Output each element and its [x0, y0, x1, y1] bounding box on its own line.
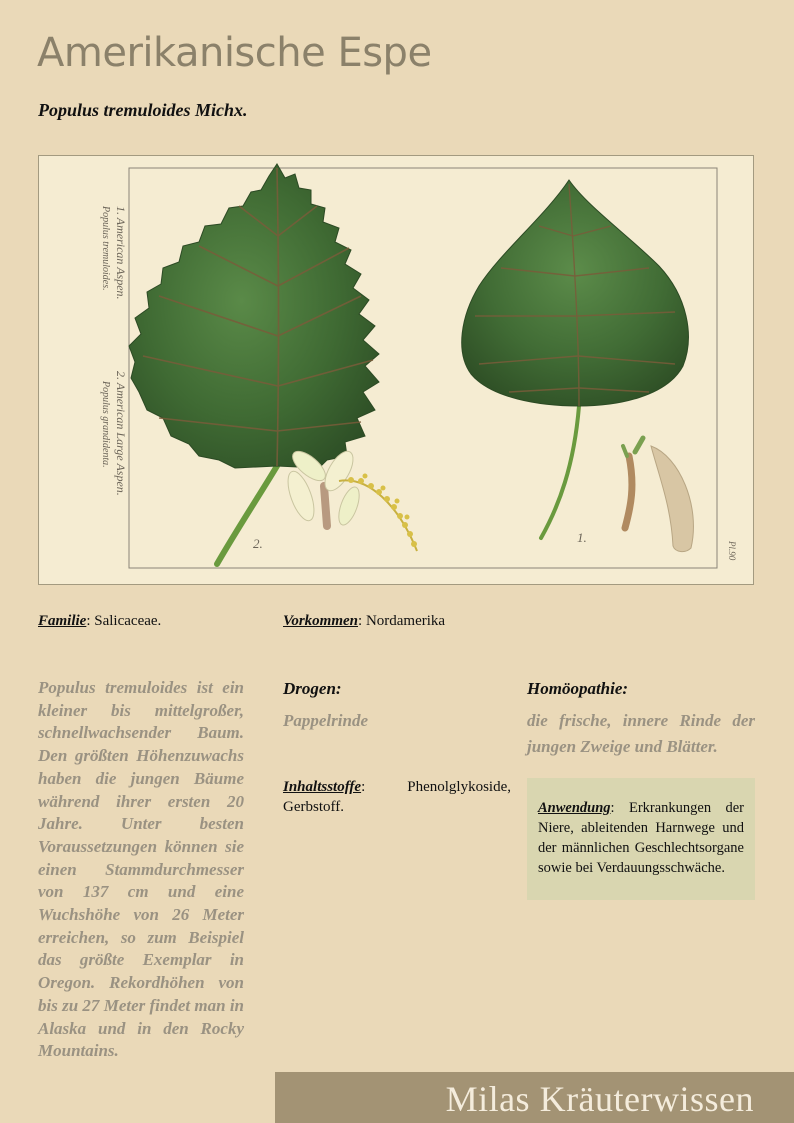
caption-1b: Populus tremuloides. [100, 206, 111, 291]
drogen-value: Pappelrinde [283, 711, 368, 730]
figure-label-2: 2. [253, 536, 263, 551]
aspen-leaves-drawing [39, 156, 754, 585]
description-text: Populus tremuloides ist ein kleiner bis mittelgroßer, schnellwachsender Baum. Den größten Höhenzuwachs haben die jungen Bäume während ihrer ersten 20 Jahre. Unter besten Voraussetzungen können sie einen Stammdurchmesser von 137 cm und eine Wuchshöhe von 26 Meter erreichen, so zum Beispiel das größte Exemplar in Oregon. Rekordhöhen von bis zu 27 Meter findet man in Alaska und in den Rocky Mountains. [38, 678, 244, 1061]
familie-field: Familie: Salicaceae. [38, 613, 162, 629]
vorkommen-field: Vorkommen: Nordamerika [283, 613, 446, 629]
inhaltsstoffe-value-1: Phenolglykoside, [407, 779, 511, 795]
inhaltsstoffe-value-2: Gerbstoff. [283, 799, 344, 815]
inhaltsstoffe-label: Inhaltsstoffe [283, 779, 362, 795]
plate-number: Pl.90 [727, 541, 737, 561]
caption-2b: Populus grandidenta. [100, 381, 111, 468]
homoeopathie-value: die frische, innere Rinde der jungen Zweige und Blätter. [527, 711, 755, 756]
vorkommen-value: Nordamerika [365, 613, 446, 629]
vorkommen-label: Vorkommen [283, 613, 359, 629]
drogen-heading: Drogen: [283, 679, 342, 698]
large-aspen-leaf [129, 164, 379, 468]
caption-1a: 1. American Aspen. [114, 206, 128, 300]
figure-label-1: 1. [577, 530, 587, 545]
familie-label: Familie [38, 613, 87, 629]
latin-name: Populus tremuloides Michx. [38, 100, 248, 120]
footer-bar [275, 1072, 794, 1123]
familie-value: Salicaceae. [94, 613, 162, 629]
anwendung-value: Erkrankungen der Niere, ableitenden Harnwege und der männlichen Geschlechtsorgane sowie bei Verdauungsschwäche. [538, 800, 745, 876]
caption-2a: 2. American Large Aspen. [114, 371, 128, 496]
anwendung-label: Anwendung [538, 800, 611, 816]
homoeopathie-heading: Homöopathie: [527, 679, 629, 698]
footer-brand: Milas Kräuterwissen [445, 1079, 754, 1119]
twig-with-catkin [623, 438, 693, 552]
page-title: Amerikanische Espe [37, 30, 432, 76]
inhaltsstoffe-field: Inhaltsstoffe: Phenolglykoside, Gerbstoff. [283, 779, 511, 815]
botanical-illustration [38, 155, 754, 585]
anwendung-box: Anwendung: Erkrankungen der Niere, ableitenden Harnwege und der männlichen Geschlechtsorgane sowie bei Verdauungsschwäche. [527, 778, 755, 900]
catkin-flowers [283, 446, 417, 551]
